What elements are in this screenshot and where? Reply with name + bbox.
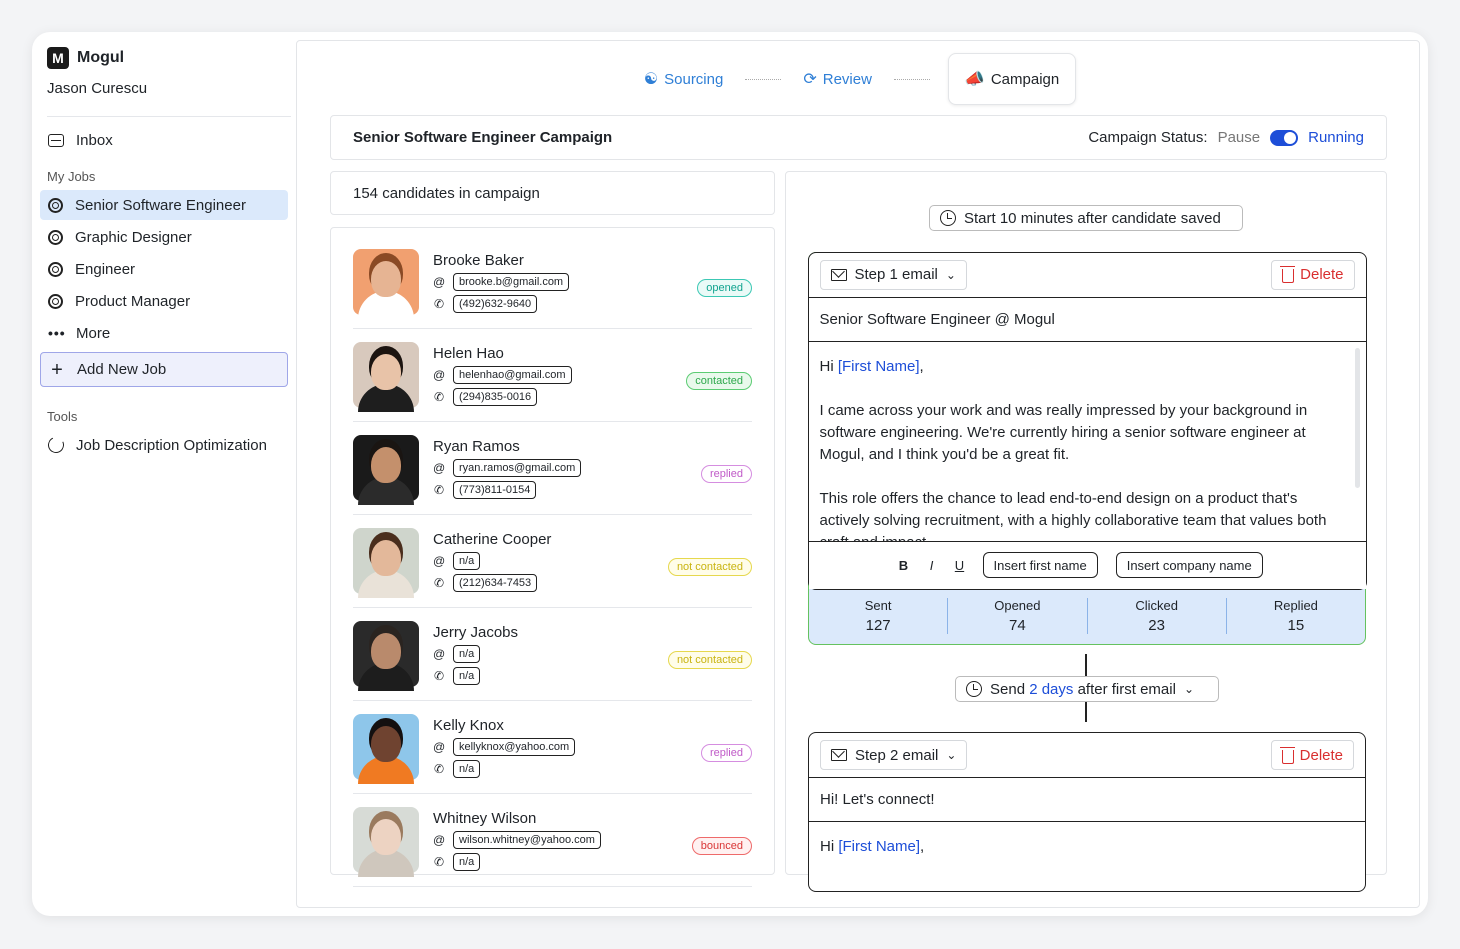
stat-value: 127	[865, 616, 891, 634]
stat-clicked	[1088, 598, 1227, 634]
running-label[interactable]: Running	[1308, 129, 1364, 146]
step-review[interactable]	[799, 53, 876, 105]
workflow-steps	[297, 53, 1419, 105]
underline-button[interactable]: U	[954, 557, 965, 573]
campaign-status	[1088, 129, 1364, 146]
step-2-header	[809, 733, 1365, 778]
delete-label: Delete	[1300, 266, 1344, 283]
greeting-text: Hi	[820, 838, 839, 855]
sourcing-icon: ☯	[643, 71, 659, 88]
avatar-head	[371, 726, 401, 762]
avatar-head	[371, 819, 401, 855]
body-paragraph-2: This role offers the chance to lead end-to-end design on a product that's actively solving recruitment, with a highly collaborative team that values both	[819, 489, 1327, 529]
candidate-info	[433, 252, 569, 313]
add-new-job-label: Add New Job	[77, 361, 167, 378]
pause-label[interactable]: Pause	[1217, 129, 1261, 146]
sidebar-item-job[interactable]	[40, 286, 288, 316]
sidebar-item-more[interactable]	[40, 318, 288, 348]
step-2-label: Step 2 email	[855, 746, 939, 764]
candidate-list	[330, 227, 775, 875]
body-scrollbar[interactable]	[1355, 348, 1360, 488]
avatar-head	[371, 261, 401, 297]
formatting-toolbar	[809, 541, 1366, 589]
candidate-email-row	[433, 645, 518, 663]
stat-label: Clicked	[1135, 597, 1178, 613]
sequence-connector	[1085, 654, 1087, 676]
avatar	[353, 621, 419, 687]
candidate-row[interactable]	[353, 329, 752, 422]
target-icon	[48, 294, 63, 309]
megaphone-icon: 📣	[964, 71, 985, 88]
candidate-phone[interactable]: n/a	[453, 667, 480, 685]
greeting-end: ,	[920, 838, 925, 855]
candidate-email[interactable]: wilson.whitney@yahoo.com	[453, 831, 601, 849]
candidate-email-row	[433, 273, 569, 291]
target-icon	[48, 198, 63, 213]
delay-prefix: Send	[990, 680, 1030, 698]
step-label: Sourcing	[664, 70, 724, 88]
step-separator	[745, 79, 781, 80]
clock-icon	[966, 681, 982, 697]
status-badge: replied	[701, 744, 752, 762]
chevron-down-icon: ⌄	[1183, 682, 1194, 696]
candidate-info	[433, 810, 601, 871]
more-dots-icon: •••	[48, 325, 66, 341]
greeting-text: Hi	[819, 357, 838, 375]
candidate-phone[interactable]: n/a	[453, 760, 480, 778]
phone-icon: ✆	[433, 668, 445, 683]
step-1-body-editor[interactable]	[809, 342, 1366, 542]
main-panel	[296, 40, 1420, 908]
sidebar-item-job[interactable]	[40, 190, 288, 220]
candidate-count: 154 candidates in campaign	[330, 171, 775, 215]
at-icon: @	[433, 646, 446, 661]
clock-icon	[940, 210, 956, 226]
candidate-email[interactable]: kellyknox@yahoo.com	[453, 738, 575, 756]
campaign-status-label: Campaign Status:	[1088, 129, 1208, 146]
candidate-phone-row	[433, 295, 569, 313]
envelope-icon	[831, 749, 847, 761]
sidebar-item-inbox[interactable]	[40, 125, 288, 155]
candidate-info	[433, 624, 518, 685]
inbox-icon	[48, 134, 64, 147]
candidate-info	[433, 717, 575, 778]
step-2-email-card	[808, 732, 1366, 892]
step-campaign[interactable]	[948, 53, 1076, 105]
phone-icon: ✆	[433, 575, 445, 590]
stat-label: Opened	[994, 597, 1041, 613]
status-badge: not contacted	[668, 651, 752, 669]
candidate-row[interactable]	[353, 422, 752, 515]
phone-icon: ✆	[433, 854, 445, 869]
at-icon: @	[433, 460, 446, 475]
body-paragraph-1: I came across your work and was really impressed by your background in software engineering. We're currently hiring a senior software engineer at Mogul, and I think you'd be a great fit.	[819, 401, 1308, 463]
sidebar-item-label: Job Description Optimization	[76, 436, 267, 454]
candidate-email-row	[433, 459, 581, 477]
target-icon	[48, 262, 63, 277]
stat-label: Sent	[864, 597, 892, 613]
candidate-phone-row	[433, 481, 581, 499]
start-trigger[interactable]	[929, 205, 1243, 231]
sidebar-item-job[interactable]	[40, 222, 288, 252]
tools-heading: Tools	[47, 409, 78, 424]
status-badge: contacted	[686, 372, 752, 390]
avatar	[353, 249, 419, 315]
candidate-phone[interactable]: (492)632-9640	[453, 295, 537, 313]
candidate-phone-row	[433, 388, 572, 406]
candidate-email[interactable]: ryan.ramos@gmail.com	[453, 459, 581, 477]
campaign-title: Senior Software Engineer Campaign	[353, 129, 613, 146]
candidate-email-row	[433, 366, 572, 384]
step-1-email-card	[808, 252, 1366, 645]
candidate-email[interactable]: brooke.b@gmail.com	[453, 273, 569, 291]
candidate-row[interactable]	[353, 236, 752, 329]
step-2-subject-field[interactable]: Hi! Let's connect!	[809, 778, 1365, 822]
candidate-email[interactable]: n/a	[453, 645, 480, 663]
step-separator	[894, 79, 930, 80]
candidate-phone[interactable]: n/a	[453, 853, 480, 871]
stat-label: Replied	[1273, 597, 1318, 613]
italic-button[interactable]: I	[929, 557, 934, 573]
sequence-connector	[1085, 702, 1087, 722]
candidate-row[interactable]	[353, 701, 752, 794]
stat-value: 15	[1287, 616, 1305, 634]
candidate-phone-row	[433, 667, 518, 685]
plus-icon: +	[51, 358, 63, 381]
at-icon: @	[433, 832, 446, 847]
my-jobs-heading: My Jobs	[47, 169, 96, 184]
delay-amount[interactable]: 2 days	[1029, 680, 1074, 698]
avatar-head	[371, 447, 401, 483]
candidate-name: Helen Hao	[433, 344, 504, 362]
step-1-editor	[808, 252, 1367, 590]
candidate-email[interactable]: helenhao@gmail.com	[453, 366, 572, 384]
candidate-phone[interactable]: (773)811-0154	[453, 481, 536, 499]
phone-icon: ✆	[433, 296, 445, 311]
candidate-row[interactable]	[353, 515, 752, 608]
phone-icon: ✆	[433, 761, 445, 776]
trash-icon	[1282, 269, 1294, 283]
candidate-info	[433, 531, 551, 592]
brand-name: Mogul	[77, 49, 125, 66]
start-trigger-label: Start 10 minutes after candidate saved	[964, 209, 1221, 227]
at-icon: @	[433, 274, 446, 289]
candidate-email-row	[433, 552, 551, 570]
avatar	[353, 435, 419, 501]
at-icon: @	[433, 367, 446, 382]
candidate-name: Catherine Cooper	[433, 530, 552, 548]
candidate-name: Whitney Wilson	[433, 809, 537, 827]
stat-value: 74	[1009, 616, 1026, 634]
delay-suffix: after first email	[1073, 680, 1176, 698]
avatar	[353, 807, 419, 873]
insert-first-name-button[interactable]: Insert first name	[983, 552, 1098, 578]
divider	[47, 116, 291, 117]
email-sequence	[785, 171, 1387, 875]
status-badge: opened	[697, 279, 752, 297]
campaign-status-toggle[interactable]	[1270, 130, 1298, 146]
candidate-info	[433, 345, 572, 406]
delay-label	[990, 681, 1176, 698]
candidate-name: Ryan Ramos	[433, 437, 520, 455]
candidate-name: Brooke Baker	[433, 251, 524, 269]
avatar	[353, 528, 419, 594]
user-name: Jason Curescu	[47, 80, 148, 97]
stat-sent	[809, 598, 948, 634]
add-new-job-button[interactable]	[40, 352, 288, 387]
phone-icon: ✆	[433, 482, 445, 497]
sidebar-item-label: More	[76, 324, 111, 342]
sidebar-item-job-description-optimization[interactable]	[40, 430, 288, 460]
insert-company-name-button[interactable]: Insert company name	[1116, 552, 1263, 578]
candidate-email[interactable]: n/a	[453, 552, 480, 570]
trash-icon	[1282, 750, 1294, 764]
brand-logo: M	[47, 47, 69, 69]
step-1-header	[809, 253, 1366, 298]
step-sourcing[interactable]	[640, 53, 728, 105]
sidebar-item-label: Product Manager	[75, 292, 191, 310]
bold-button[interactable]: B	[898, 557, 909, 573]
delete-label: Delete	[1299, 746, 1343, 764]
greeting-line	[820, 356, 1342, 378]
sidebar-item-label: Graphic Designer	[75, 228, 192, 246]
step-1-label: Step 1 email	[854, 266, 938, 283]
step-1-subject-field[interactable]: Senior Software Engineer @ Mogul	[809, 298, 1366, 342]
app-window	[32, 32, 1428, 916]
stat-value: 23	[1148, 616, 1165, 634]
status-badge: not contacted	[668, 558, 752, 576]
candidate-phone-row	[433, 853, 601, 871]
stat-opened	[948, 598, 1087, 634]
avatar-head	[371, 633, 401, 669]
candidate-email-row	[433, 831, 601, 849]
candidate-info	[433, 438, 581, 499]
sidebar-item-label: Inbox	[76, 131, 113, 149]
status-badge: bounced	[692, 837, 752, 855]
sidebar-item-label: Engineer	[75, 260, 136, 278]
candidate-row[interactable]	[353, 794, 752, 887]
candidate-phone[interactable]: (294)835-0016	[453, 388, 537, 406]
candidate-name: Kelly Knox	[433, 716, 504, 734]
step-2-body-editor[interactable]	[809, 822, 1365, 882]
greeting-line	[820, 836, 1341, 858]
sidebar	[32, 32, 296, 916]
delay-select[interactable]	[955, 676, 1219, 702]
sidebar-item-label: Senior Software Engineer	[75, 196, 246, 214]
step-1-delete-button[interactable]	[1271, 260, 1354, 290]
phone-icon: ✆	[433, 389, 445, 404]
candidate-row[interactable]	[353, 608, 752, 701]
candidate-phone[interactable]: (212)634-7453	[453, 574, 537, 592]
avatar-head	[371, 354, 401, 390]
first-name-token: [First Name]	[838, 838, 921, 855]
chevron-down-icon: ⌄	[945, 267, 956, 282]
loading-circle-icon	[46, 435, 67, 456]
brand	[40, 46, 288, 70]
step-1-type-select[interactable]	[820, 260, 967, 290]
avatar	[353, 714, 419, 780]
greeting-end: ,	[919, 357, 924, 375]
candidate-name: Jerry Jacobs	[433, 623, 519, 641]
sidebar-item-job[interactable]	[40, 254, 288, 284]
at-icon: @	[433, 739, 446, 754]
avatar	[353, 342, 419, 408]
review-icon: ⟳	[803, 71, 817, 88]
step-1-stats	[809, 590, 1365, 642]
avatar-head	[371, 540, 401, 576]
stat-replied	[1227, 598, 1365, 634]
at-icon: @	[433, 553, 446, 568]
step-2-type-select[interactable]	[820, 740, 967, 770]
candidate-phone-row	[433, 574, 551, 592]
candidate-email-row	[433, 738, 575, 756]
candidate-phone-row	[433, 760, 575, 778]
step-label: Review	[822, 70, 872, 88]
target-icon	[48, 230, 63, 245]
campaign-header	[330, 115, 1387, 160]
envelope-icon	[831, 269, 847, 281]
first-name-token: [First Name]	[837, 357, 920, 375]
status-badge: replied	[701, 465, 752, 483]
step-label: Campaign	[990, 70, 1060, 88]
step-2-delete-button[interactable]	[1271, 740, 1354, 770]
chevron-down-icon: ⌄	[946, 748, 957, 762]
